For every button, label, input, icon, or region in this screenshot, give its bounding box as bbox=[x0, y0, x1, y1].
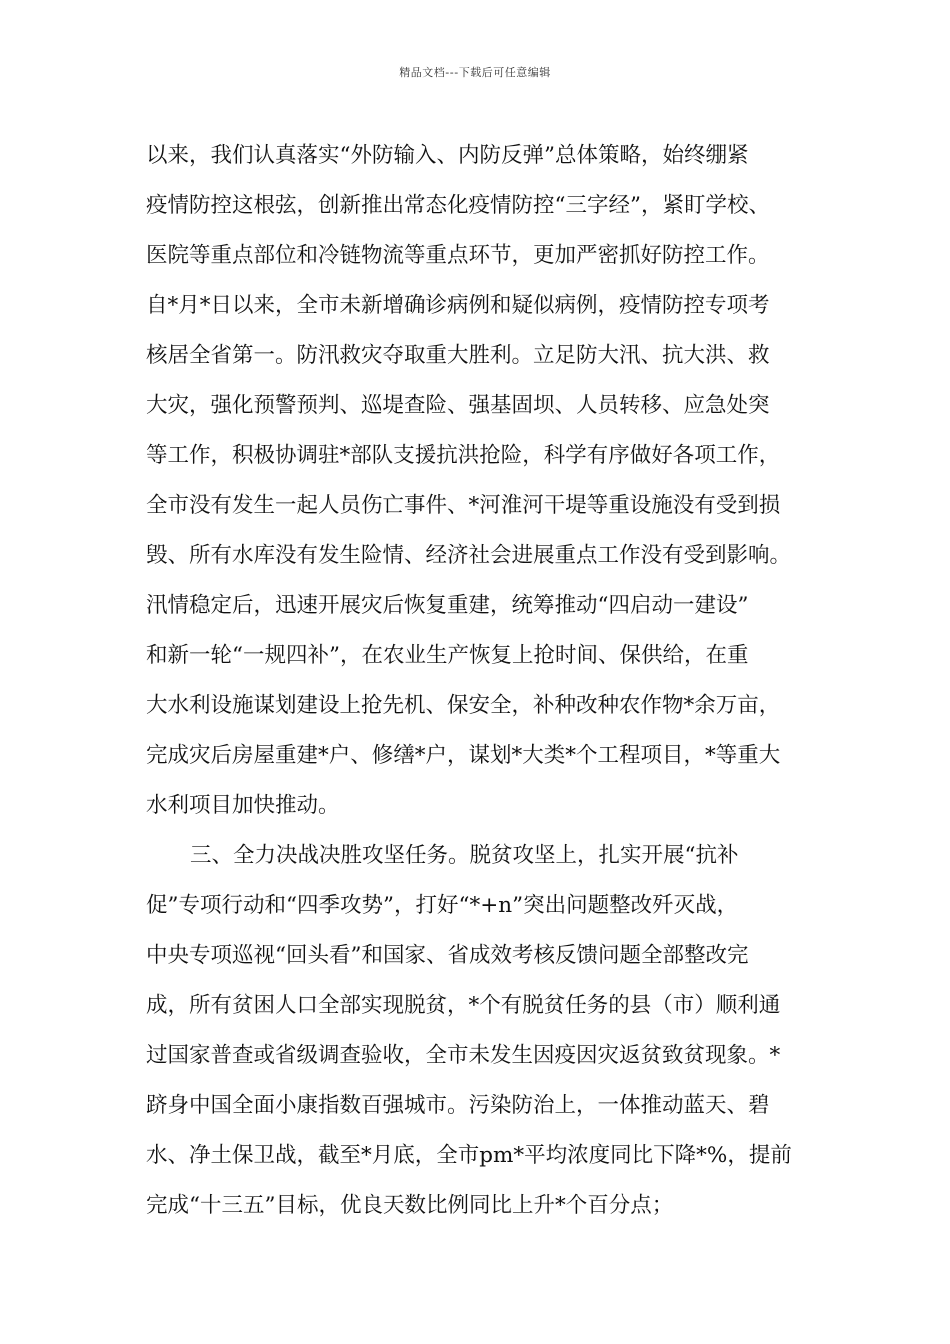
text-line: 中央专项巡视“回头看”和国家、省成效考核反馈问题全部整改完 bbox=[146, 943, 749, 968]
text-line: 大灾，强化预警预判、巡堤查险、强基固坝、人员转移、应急处突 bbox=[146, 393, 770, 418]
text-line: 完成“十三五”目标，优良天数比例同比上升*个百分点； bbox=[146, 1193, 674, 1218]
text-line: 成，所有贫困人口全部实现脱贫，*个有脱贫任务的县（市）顺利通 bbox=[146, 993, 781, 1018]
text-line: 水利项目加快推动。 bbox=[146, 793, 340, 818]
text-line: 疫情防控这根弦，创新推出常态化疫情防控“三字经”，紧盯学校、 bbox=[146, 193, 770, 218]
text-line: 和新一轮“一规四补”，在农业生产恢复上抢时间、保供给，在重 bbox=[146, 643, 749, 668]
text-line: 全市没有发生一起人员伤亡事件、*河淮河干堤等重设施没有受到损 bbox=[146, 493, 781, 518]
text-line: 过国家普查或省级调查验收，全市未发生因疫因灾返贫致贫现象。* bbox=[146, 1043, 781, 1068]
text-line: 医院等重点部位和冷链物流等重点环节，更加严密抓好防控工作。 bbox=[146, 243, 770, 268]
text-line: 水、净土保卫战，截至*月底，全市pm*平均浓度同比下降*%，提前 bbox=[146, 1143, 792, 1168]
text-line: 完成灾后房屋重建*户、修缮*户，谋划*大类*个工程项目，*等重大 bbox=[146, 743, 781, 768]
text-line: 大水利设施谋划建设上抢先机、保安全，补种改种农作物*余万亩， bbox=[146, 693, 781, 718]
document-body bbox=[146, 131, 826, 1231]
text-line: 三、全力决战决胜攻坚任务。脱贫攻坚上，扎实开展“抗补 bbox=[190, 843, 739, 868]
paragraph bbox=[146, 831, 826, 1231]
text-line: 跻身中国全面小康指数百强城市。污染防治上，一体推动蓝天、碧 bbox=[146, 1093, 770, 1118]
text-line: 核居全省第一。防汛救灾夺取重大胜利。立足防大汛、抗大洪、救 bbox=[146, 343, 770, 368]
text-line: 促”专项行动和“四季攻势”，打好“*+n”突出问题整改歼灭战， bbox=[146, 893, 739, 918]
text-line: 以来，我们认真落实“外防输入、内防反弹”总体策略，始终绷紧 bbox=[146, 143, 749, 168]
text-line: 自*月*日以来，全市未新增确诊病例和疑似病例，疫情防控专项考 bbox=[146, 293, 770, 318]
header-note: 精品文档---下载后可任意编辑 bbox=[399, 66, 551, 79]
text-line: 汛情稳定后，迅速开展灾后恢复重建，统筹推动“四启动一建设” bbox=[146, 593, 749, 618]
text-line: 毁、所有水库没有发生险情、经济社会进展重点工作没有受到影响。 bbox=[146, 543, 792, 568]
paragraph bbox=[146, 131, 826, 831]
text-line: 等工作，积极协调驻*部队支援抗洪抢险，科学有序做好各项工作， bbox=[146, 443, 781, 468]
